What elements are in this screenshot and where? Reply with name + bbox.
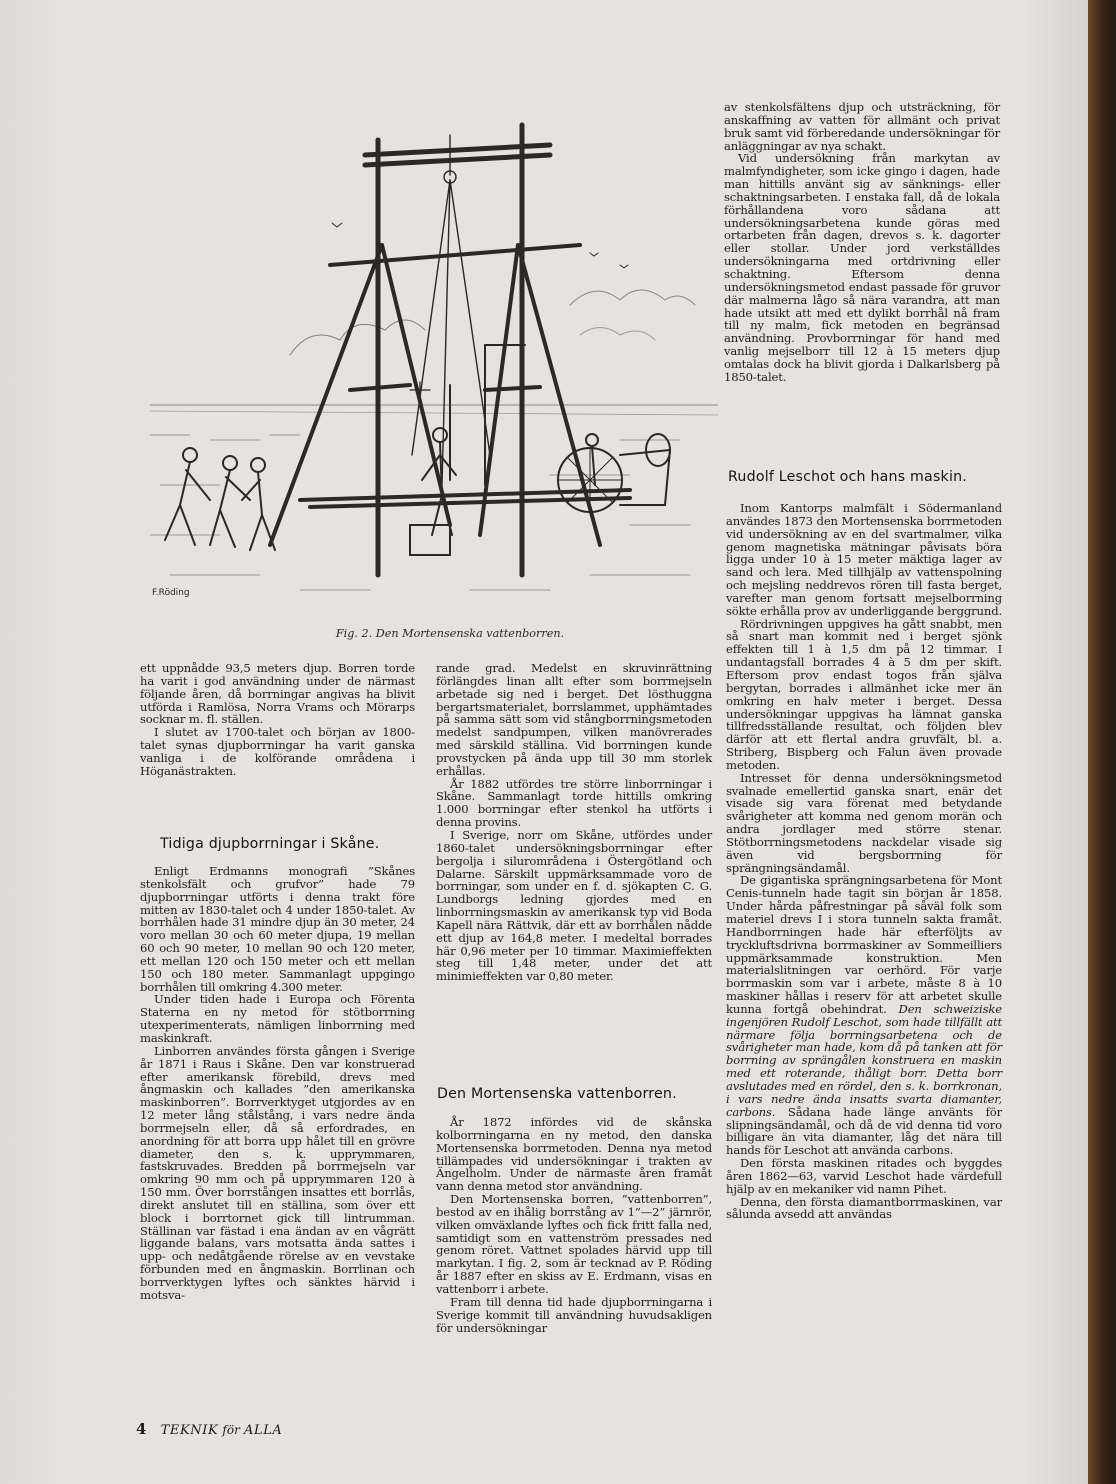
page-number: 4 <box>136 1420 147 1438</box>
paragraph: Denna, den första diamantborrmaskinen, var sålunda avsedd att användas <box>726 1194 1002 1222</box>
italic-run: Den schweiziske ingenjören Rudolf Leschot, som hade tillfällt att närmare följa borrningsarbetena och de svårigheter man hade, kom då på tanken att för borrning av sprängålen konstruera en maskin med ett roterande, ihåligt borr. Detta borr avslutades med en rördel, den s. k. borrkronan, i vars nedre ända insatts svarta diamanter, carbons. <box>726 1001 1002 1119</box>
text-run: Sådana hade länge använts för slipningsändamål, och då de vid denna tid voro billigare än vita diamanter, låg det nära till hands för Leschot att använda carbons. <box>726 1104 1002 1158</box>
column-right-bottom <box>726 502 1002 1221</box>
paragraph: rande grad. Medelst en skruvinrättning förlängdes linan allt efter som borrmejseln arbetade sig ned i berget. Det lösthuggna bergartsmaterialet, borrslammet, upphämtades på samma sätt som vid stångborrningsmetoden medelst sandpumpen, vilken manövrerades med särskild ställina. Vid borrningen kunde provstycken på ända upp till 30 mm storlek erhållas. <box>436 661 712 778</box>
paragraph: av stenkolsfältens djup och utsträckning, för anskaffning av vatten för allmänt och privat bruk samt vid förberedande undersökningar för anläggningar av nya schakt. <box>724 100 1000 153</box>
paragraph: Enligt Erdmanns monografi ”Skånes stenkolsfält och grufvor” hade 79 djupborrningar utförts i denna trakt före mitten av 1830-talet och 4 under 1850-talet. Av borrhålen hade 31 mindre djup än 30 meter, 24 voro mellan 30 och 60 meter djupa, 19 mellan 60 och 90 meter, 10 mellan 90 och 120 meter, ett mellan 120 och 150 meter och ett mellan 150 och 180 meter. Sammanlagt uppgingo borrhålen till omkring 4.300 meter. <box>140 864 415 994</box>
page-footer <box>136 1420 282 1438</box>
paragraph: Fram till denna tid hade djupborrningarna i Sverige kommit till användning huvudsakligen för undersökningar <box>436 1294 712 1335</box>
paragraph: År 1872 infördes vid de skånska kolborrningarna en ny metod, den danska Mortensenska borrmetoden. Denna nya metod tillämpades vid undersökningar i trakten av Ängelholm. Under de närmaste åren framåt vann denna metod stor användning. <box>436 1115 712 1194</box>
drilling-rig-illustration <box>150 105 718 610</box>
magazine-name-alla: ALLA <box>243 1423 283 1438</box>
paragraph: ett uppnådde 93,5 meters djup. Borren torde ha varit i god användning under de närmast följande åren, då borrningar angivas ha blivit utförda i Ramlösa, Norra Vrams och Mörarps socknar m. fl. ställen. <box>140 661 415 727</box>
paragraph: Inom Kantorps malmfält i Södermanland användes 1873 den Mortensenska borrmetoden vid undersökning av en del svartmalmer, vilka genom magnetiska mätningar påvisats böra ligga under 10 à 15 meter mäktiga lager av sand och lera. Med tillhjälp av vattenspolning och mejsling neddrevos rören till fasta berget, varefter man genom fortsatt mejselborrning sökte erhålla prov av underliggande berggrund. <box>726 501 1002 618</box>
column-right-top <box>724 101 1000 384</box>
paragraph: Intresset för denna undersökningsmetod svalnade emellertid ganska snart, enär det visade sig vara förenat med betydande svårigheter att komma ned genom morän och andra jordlager med större stenar. Stötborrningsmetodens nackdelar visade sig även vid bergsborrning för sprängningsändamål. <box>726 770 1002 875</box>
column-middle-top <box>436 662 712 983</box>
column-left-top <box>140 662 415 778</box>
paragraph: I Sverige, norr om Skåne, utfördes under 1860-talet undersökningsborrningar efter bergolja i silurområdena i Östergötland och Dalarne. Särskilt uppmärksammade voro de borrningar, som under en f. d. sjökapten C. G. Lundborgs ledning gjordes med en linborrningsmaskin av amerikansk typ vid Boda Kapell nära Rättvik, där ett av borrhålen nådde ett djup av 164,8 meter. I medeltal borrades här 0,96 meter per 10 timmar. Maximieffekten steg till 1,48 meter, under det att minimieffekten var 0,80 meter. <box>436 827 712 984</box>
heading-leschot: Rudolf Leschot och hans maskin. <box>728 469 967 485</box>
paragraph: Den Mortensenska borren, ”vattenborren”, bestod av en ihålig borrstång av 1”—2” järnrör, vilken omväxlande lyftes och fick fritt falla ned, samtidigt som en vattenström pressades ned genom röret. Vattnet spolades härvid upp till markytan. I fig. 2, som är tecknad av P. Röding år 1887 efter en skiss av E. Erdmann, visas en vattenborr i arbete. <box>436 1192 712 1296</box>
text-run: De gigantiska sprängningsarbetena för Mont Cenis-tunneln hade tagit sin början år 1858. Under hårda påfrestningar på såväl folk som materiel drevs I i stora tunneln sakta framåt. Handborrningen hade här efterföljts av tryckluftsdrivna borrmaskiner av Sommeilliers uppmärksammade konstruktion. Men materialslitningen var oerhörd. För varje borrmaskin som var i arbete, måste 8 à 10 maskiner hållas i reserv för att arbetet skulle kunna fortgå obehindrat. <box>726 873 1002 1016</box>
paragraph: Rördrivningen uppgives ha gått snabbt, men så snart man kommit ned i berget sjönk effekten till 1 à 1,5 dm på 12 timmar. I undantagsfall borrades 4 à 5 dm per skift. Eftersom prov endast togos från själva bergytan, borrades i allmänhet icke mer än omkring en halv meter i berget. Dessa undersökningar uppgivas ha lämnat ganska tillfredsställande resultat, och följden blev därför att ett flertal andra gruvfält, bl. a. Striberg, Bispberg och Falun även provade metoden. <box>726 616 1002 772</box>
figure-caption: Fig. 2. Den Mortensenska vattenborren. <box>335 627 565 640</box>
paragraph: Vid undersökning från markytan av malmfyndigheter, som icke gingo i dagen, hade man hittills använt sig av sänknings- eller schaktningsarbeten. I enstaka fall, då de lokala förhållandena voro sådana att undersökningsarbetena kunde göras med ortarbeten från dagen, drevos s. k. dagorter eller stollar. Under jord verkställdes undersökningarna med ortdrivning eller schaktning. Eftersom denna undersökningsmetod endast passade för gruvor där malmerna lågo så nära varandra, att man hade utsikt att med ett dylikt borrhål nå fram till ny malm, fick metoden en begränsad användning. Provborrningar för hand med vanlig mejselborr till 12 à 15 meters djup omtalas dock ha blivit gjorda i Dalkarlsberg på 1850-talet. <box>724 151 1000 384</box>
paragraph: I slutet av 1700-talet och början av 1800-talet synas djupborrningar ha varit ganska vanliga i de kolförande områdena i Höganästrakten. <box>140 725 415 778</box>
column-middle-bottom <box>436 1116 712 1334</box>
paragraph: År 1882 utfördes tre större linborrningar i Skåne. Sammanlagt torde hittills omkring 1.000 borrningar efter stenkol ha utförts i denna provins. <box>436 776 712 830</box>
paragraph: Linborren användes första gången i Sverige år 1871 i Raus i Skåne. Den var konstruerad efter amerikansk förebild, drevs med ångmaskin och kallades ”den amerikanska maskinborren”. Borrverktyget utgjordes av en 12 meter lång stålstång, i vars nedre ända borrmejseln eller, då så erfordrades, en anordning för att borra upp hålet till en grövre diameter, den s. k. upprymmaren, fastskruvades. Bredden på borrmejseln var omkring 90 mm och på upprymmaren 120 à 150 mm. Över borrstången insattes ett borrlås, direkt anslutet till en ställina, som över ett block i borrtornet gick till lintrumman. Ställinan var fästad i ena ändan av en vågrätt liggande balans, vars motsatta ända sattes i upp- och nedåtgående rörelse av en vevstake förbunden med en ångmaskin. Borrlinan och borrverktygen lyftes och sänktes härvid i motsva- <box>140 1043 415 1302</box>
illustrator-signature: F.Röding <box>152 588 190 598</box>
paragraph <box>726 874 1002 1157</box>
paragraph: Under tiden hade i Europa och Förenta Staterna en ny metod för stötborrning utexperimenterats, nämligen linborrning med maskinkraft. <box>140 992 415 1045</box>
magazine-name-teknik: TEKNIK <box>160 1423 219 1438</box>
heading-tidiga: Tidiga djupborrningar i Skåne. <box>160 836 380 852</box>
magazine-name-for: för <box>222 1423 240 1437</box>
next-page-edge <box>1088 0 1116 1484</box>
heading-mortensenska: Den Mortensenska vattenborren. <box>437 1086 677 1102</box>
column-left-bottom <box>140 865 415 1302</box>
paragraph: Den första maskinen ritades och byggdes åren 1862—63, varvid Leschot hade värdefull hjälp av en mekaniker vid namn Pihet. <box>726 1156 1002 1196</box>
